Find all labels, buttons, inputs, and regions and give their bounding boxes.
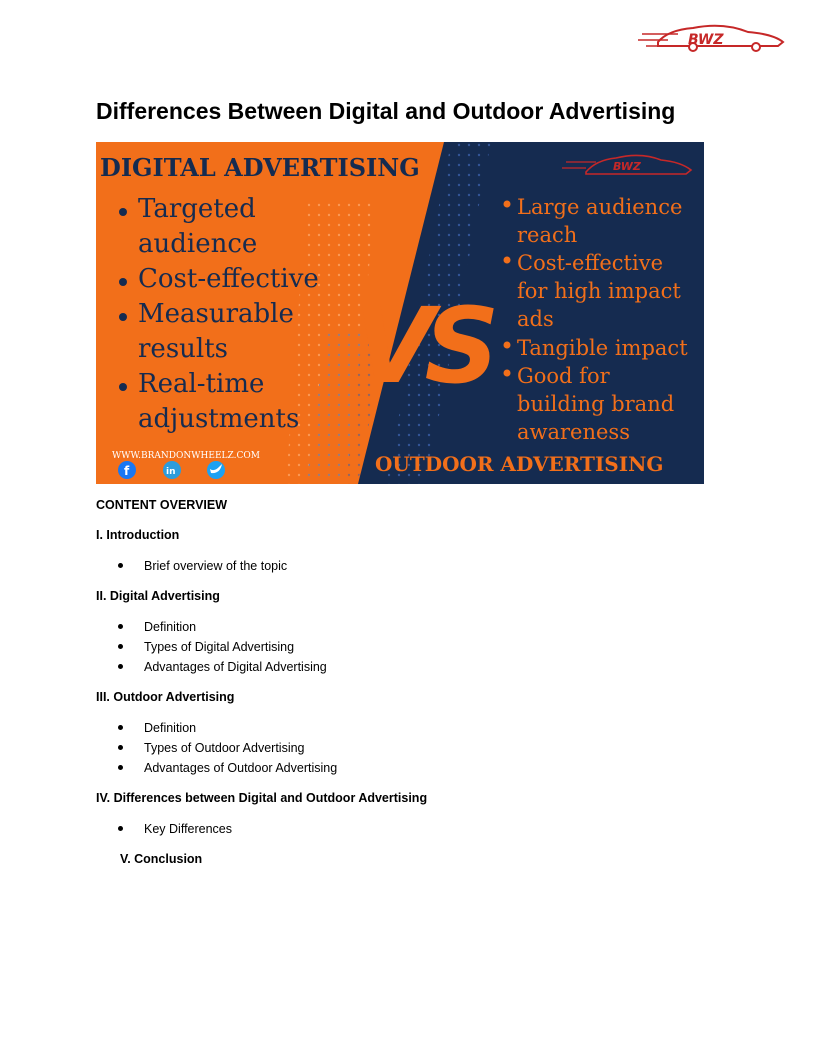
page-title: Differences Between Digital and Outdoor Advertising <box>96 98 676 124</box>
digital-point: Measurable <box>138 299 294 329</box>
twitter-icon[interactable] <box>207 461 225 479</box>
section-title-differences: IV. Differences between Digital and Outdoor Advertising <box>96 791 428 805</box>
svg-text:BWZ: BWZ <box>613 160 641 173</box>
brand-logo <box>638 16 786 56</box>
outdoor-point: Large audience <box>517 195 683 219</box>
comparison-banner <box>96 142 704 484</box>
digital-point: Targeted <box>138 194 256 224</box>
bullet-icon <box>118 624 123 629</box>
facebook-icon[interactable] <box>118 461 136 479</box>
outdoor-point: for high impact <box>517 279 681 303</box>
list-item: Key Differences <box>96 819 696 839</box>
list-item: Advantages of Digital Advertising <box>96 657 696 677</box>
section-title-introduction: I. Introduction <box>96 528 180 542</box>
digital-point: Real-time <box>138 369 265 399</box>
svg-text:f: f <box>124 464 130 478</box>
outdoor-point: Cost-effective <box>517 251 664 275</box>
bullet-icon <box>118 664 123 669</box>
list-item: Definition <box>96 718 696 738</box>
digital-point: Cost-effective <box>138 264 319 294</box>
linkedin-icon[interactable] <box>163 461 181 479</box>
svg-text:in: in <box>166 467 176 477</box>
list-item: Types of Digital Advertising <box>96 637 696 657</box>
outdoor-point: awareness <box>517 420 630 444</box>
bullet-icon <box>118 765 123 770</box>
website-url: WWW.BRANDONWHEELZ.COM <box>112 451 260 461</box>
digital-point: results <box>138 334 229 364</box>
bullet-icon <box>118 745 123 750</box>
bullet-icon <box>118 725 123 730</box>
digital-point: audience <box>138 229 258 259</box>
section-title-outdoor: III. Outdoor Advertising <box>96 690 235 704</box>
list-item: Types of Outdoor Advertising <box>96 738 696 758</box>
list-item: Advantages of Outdoor Advertising <box>96 758 696 778</box>
digital-point: adjustments <box>138 404 300 434</box>
outdoor-heading: OUTDOOR ADVERTISING <box>375 452 664 476</box>
digital-heading: DIGITAL ADVERTISING <box>100 153 420 182</box>
list-item: Brief overview of the topic <box>96 556 696 576</box>
outdoor-point: reach <box>517 223 578 247</box>
section-list-outdoor <box>96 718 696 778</box>
section-title-conclusion: V. Conclusion <box>120 852 203 866</box>
bullet-icon <box>118 563 123 568</box>
section-list-differences <box>96 819 696 839</box>
list-item: Definition <box>96 617 696 637</box>
bullet-icon <box>118 644 123 649</box>
overview-heading: CONTENT OVERVIEW <box>96 498 228 512</box>
outdoor-point: building brand <box>517 392 675 416</box>
section-title-digital: II. Digital Advertising <box>96 589 220 603</box>
logo-text: BWZ <box>688 32 724 48</box>
outdoor-point: ads <box>517 307 554 331</box>
outdoor-point: Good for <box>517 364 610 388</box>
vs-text: VS <box>354 285 490 407</box>
section-list-digital <box>96 617 696 677</box>
outdoor-point: Tangible impact <box>517 336 688 360</box>
bullet-icon <box>118 826 123 831</box>
section-list-introduction <box>96 556 696 576</box>
